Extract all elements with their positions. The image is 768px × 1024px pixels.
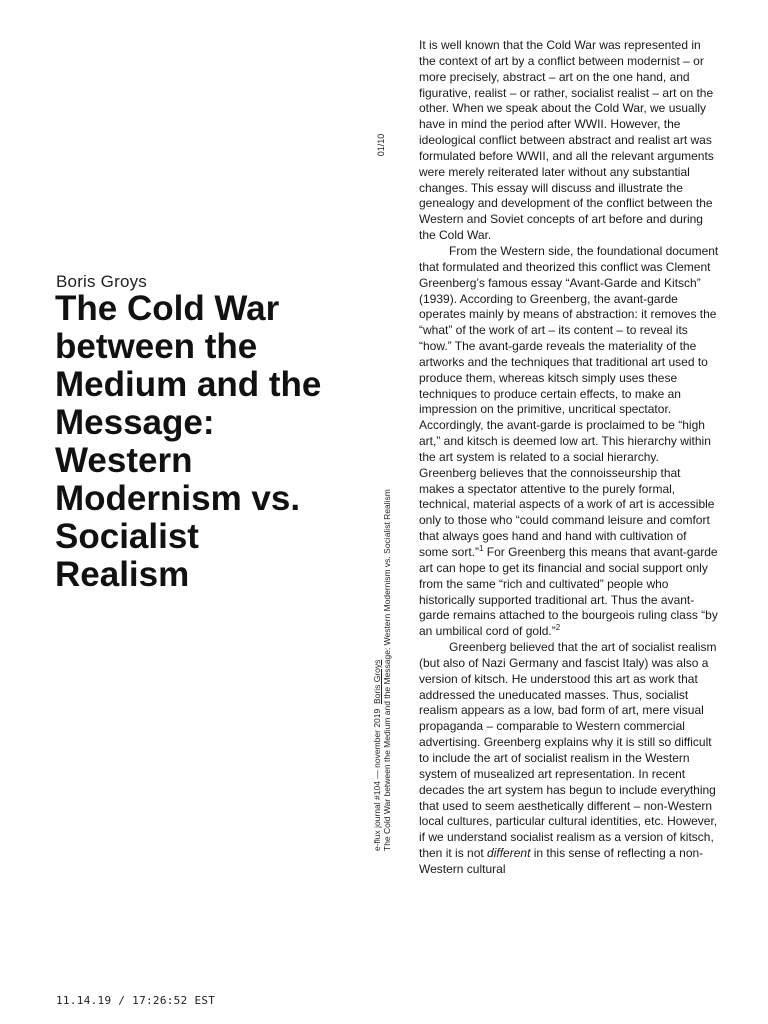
title-line: Socialist bbox=[55, 517, 199, 556]
title-line: between the bbox=[55, 327, 258, 366]
paragraph-text: Greenberg believed that the art of socialist realism (but also of Nazi Germany and fascist Italy) was also a version of kitsch. He understood this art as work that addressed the uneducated masses. Thus, socialist realism appears as a low, bad form of art, mere visual propaganda – comparable to Western commercial advertising. Greenberg explains why it is still so difficult to include the art of socialist realism in the Western system of musealized art representation. In recent decades the art system has begun to include everything that used to seem aesthetically different – non-Western local cultures, particular cultural identities, etc. However, if we understand socialist realism as a version of kitsch, then it is not bbox=[419, 640, 718, 861]
title-line: Western bbox=[55, 441, 193, 480]
vertical-meta-text bbox=[372, 393, 392, 851]
page-number bbox=[368, 132, 394, 158]
vertical-article-title: The Cold War between the Medium and the Message: Western Modernism vs. Socialist Realism bbox=[382, 489, 392, 851]
article-body bbox=[419, 38, 719, 978]
timestamp: 11.14.19 / 17:26:52 EST bbox=[56, 994, 216, 1007]
vertical-meta bbox=[368, 393, 396, 851]
article-title bbox=[55, 290, 365, 594]
journal-issue: e-flux journal #104 — november 2019 bbox=[372, 708, 382, 851]
paragraph-text: For Greenberg this means that avant-garde art can hope to get its financial and social support only from the same “rich and cultivated” people who historically supported traditional art. Thus the avant-garde remains attached to the bourgeois ruling class “by an umbilical cord of gold.” bbox=[419, 545, 718, 639]
author-name: Boris Groys bbox=[56, 272, 147, 291]
footnote-ref[interactable]: 1 bbox=[479, 544, 484, 553]
author-link[interactable]: Boris Groys bbox=[372, 659, 382, 705]
footnote-ref[interactable]: 2 bbox=[555, 623, 561, 633]
page-number-text: 01/10 bbox=[376, 133, 386, 157]
paragraph bbox=[419, 640, 719, 878]
emphasis: different bbox=[487, 846, 531, 861]
title-line: Medium and the bbox=[55, 365, 322, 404]
paragraph-text: From the Western side, the foundational document that formulated and theorized this conflict was Clement Greenberg’s famous essay “Avant-Garde and Kitsch” (1939). According to Greenberg, the avant-garde operates mainly by means of abstraction: it removes the “what” of the work of art – its content – to reveal its “how.” The avant-garde reveals the materiality of the artworks and the techniques that traditional art used to produce them, whereas kitsch simply uses these techniques to produce certain effects, to make an impression on the primitive, uncritical spectator. Accordingly, the avant-garde is proclaimed to be “high art,” and kitsch is deemed low art. This hierarchy within the art system is related to a social hierarchy. Greenberg believes that the connoisseurship that makes a spectator attentive to the purely formal, technical, material aspects of a work of art is accessible only to those who “could command leisure and comfort that always goes hand and hand with cultivation of some sort.” bbox=[419, 243, 719, 559]
title-line: Modernism vs. bbox=[55, 479, 301, 518]
title-line: The Cold War bbox=[55, 289, 280, 328]
paragraph: It is well known that the Cold War was represented in the context of art by a conflict between modernist – or more precisely, abstract – art on the one hand, and figurative, realist – or rather, socialist realist – art on the other. When we speak about the Cold War, we usually have in mind the period after WWII. However, the ideological conflict between abstract and realist art was formulated before WWII, and all the relevant arguments were merely reiterated later without any substantial changes. This essay will discuss and illustrate the genealogy and development of the conflict between the Western and Soviet concepts of art before and during the Cold War. bbox=[419, 38, 714, 243]
paragraph-text: in this sense of reflecting a non-Western cultural bbox=[419, 846, 704, 876]
title-line: Realism bbox=[55, 555, 190, 594]
journal-line bbox=[372, 393, 382, 851]
paragraph bbox=[419, 244, 719, 640]
title-line: Message: bbox=[55, 403, 215, 442]
